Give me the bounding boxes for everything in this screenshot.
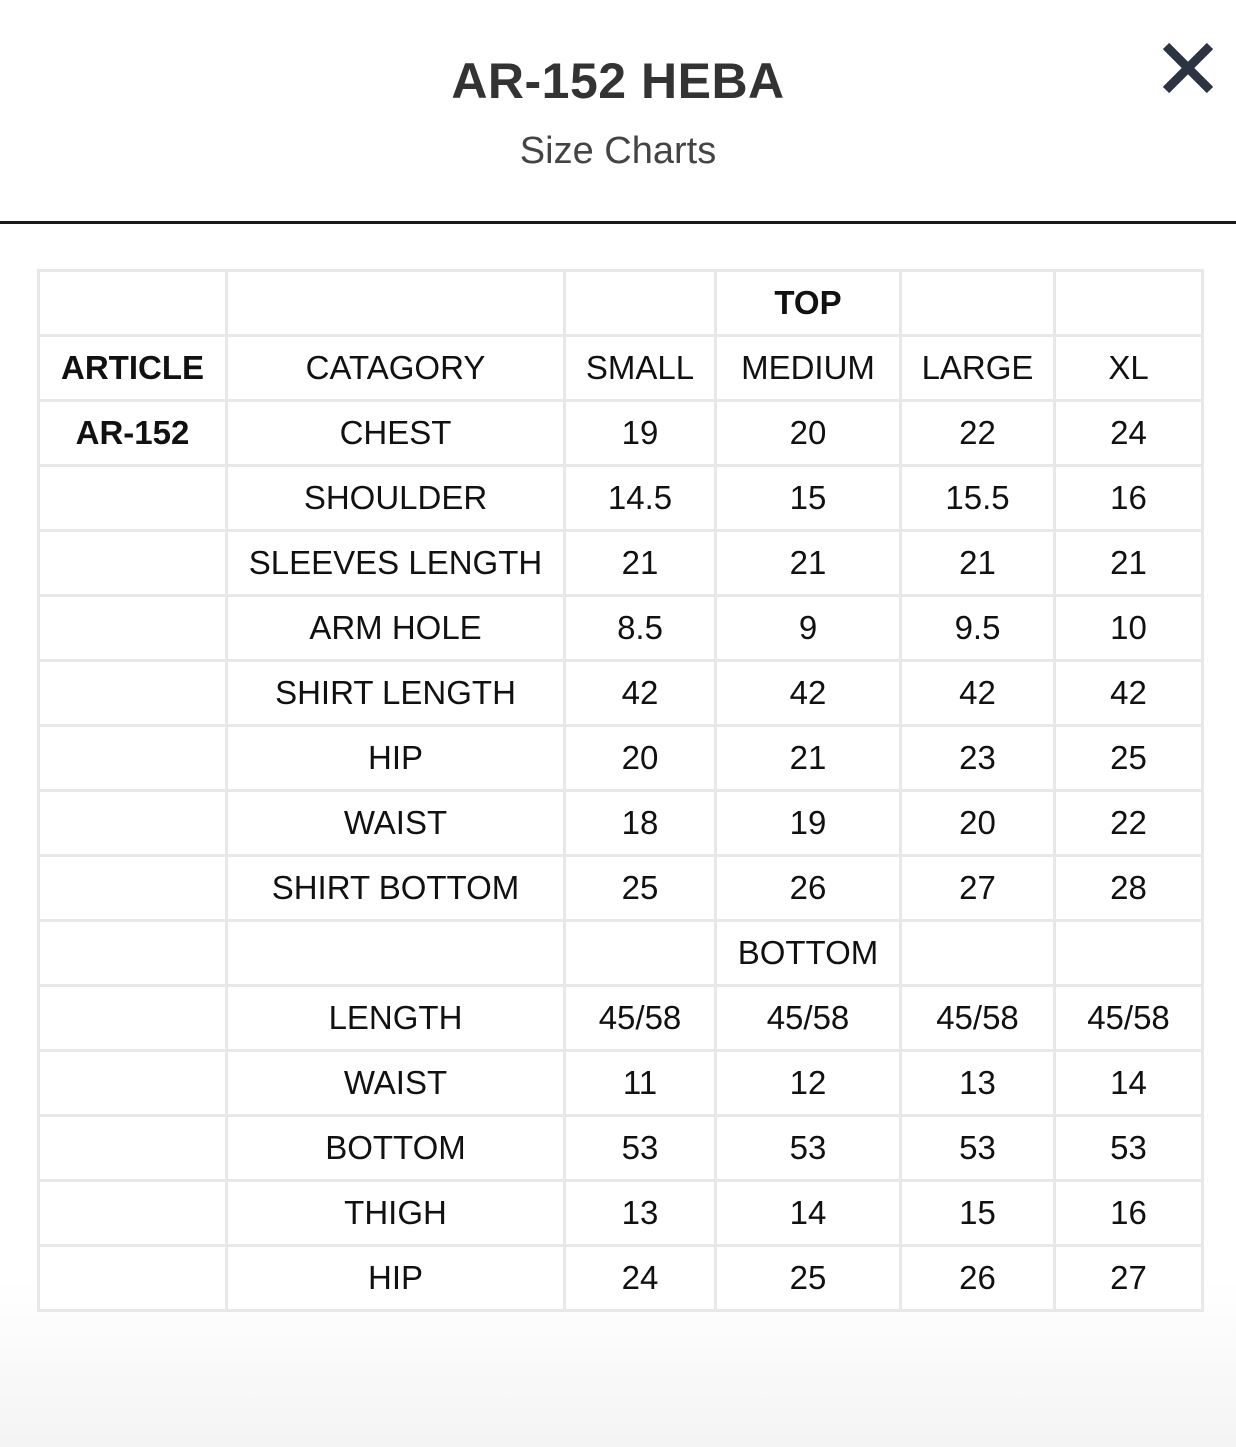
size-value-cell: 53 [565, 1116, 716, 1181]
size-value-cell [901, 921, 1055, 986]
category-cell: LENGTH [227, 986, 565, 1051]
table-row [39, 986, 1203, 1051]
size-value-cell: 20 [901, 791, 1055, 856]
category-cell: SHIRT LENGTH [227, 661, 565, 726]
size-value-cell: 26 [716, 856, 901, 921]
article-cell [39, 466, 227, 531]
size-value-cell: 19 [716, 791, 901, 856]
size-value-cell: 45/58 [716, 986, 901, 1051]
table-row [39, 1116, 1203, 1181]
size-value-cell [565, 921, 716, 986]
size-value-cell: 19 [565, 401, 716, 466]
size-value-cell: 13 [901, 1051, 1055, 1116]
size-value-cell: 10 [1055, 596, 1203, 661]
article-cell: AR-152 [39, 401, 227, 466]
close-button[interactable] [1158, 38, 1218, 98]
article-cell [39, 1116, 227, 1181]
size-value-cell: 42 [565, 661, 716, 726]
size-value-cell [1055, 921, 1203, 986]
size-value-cell: 14 [716, 1181, 901, 1246]
header-divider [0, 221, 1236, 224]
size-value-cell: 9 [716, 596, 901, 661]
size-value-cell: 21 [716, 726, 901, 791]
size-value-cell: 20 [716, 401, 901, 466]
table-row [39, 466, 1203, 531]
size-chart-body [39, 271, 1203, 1311]
article-cell [39, 856, 227, 921]
size-value-cell: 26 [901, 1246, 1055, 1311]
table-header-row [39, 336, 1203, 401]
size-value-cell: 45/58 [1055, 986, 1203, 1051]
size-value-cell: 53 [901, 1116, 1055, 1181]
modal-header [0, 0, 1236, 222]
size-value-cell: 45/58 [565, 986, 716, 1051]
table-row [39, 1246, 1203, 1311]
size-value-cell [901, 271, 1055, 336]
category-cell [227, 921, 565, 986]
article-cell [39, 791, 227, 856]
category-cell: BOTTOM [227, 1116, 565, 1181]
size-value-cell: 16 [1055, 466, 1203, 531]
size-value-cell: 9.5 [901, 596, 1055, 661]
category-cell: SHIRT BOTTOM [227, 856, 565, 921]
size-value-cell: 53 [716, 1116, 901, 1181]
size-value-cell: 21 [565, 531, 716, 596]
size-value-cell: 21 [716, 531, 901, 596]
article-cell [39, 1181, 227, 1246]
column-header-cell: CATAGORY [227, 336, 565, 401]
size-value-cell: 25 [565, 856, 716, 921]
size-value-cell: 25 [716, 1246, 901, 1311]
size-value-cell: 15.5 [901, 466, 1055, 531]
size-value-cell: 22 [1055, 791, 1203, 856]
table-row [39, 661, 1203, 726]
size-value-cell: 13 [565, 1181, 716, 1246]
size-value-cell: 22 [901, 401, 1055, 466]
size-value-cell [1055, 271, 1203, 336]
table-row [39, 726, 1203, 791]
size-value-cell: 24 [1055, 401, 1203, 466]
article-cell [39, 921, 227, 986]
category-cell: THIGH [227, 1181, 565, 1246]
size-value-cell: 45/58 [901, 986, 1055, 1051]
category-cell: ARM HOLE [227, 596, 565, 661]
category-cell [227, 271, 565, 336]
size-value-cell: 23 [901, 726, 1055, 791]
table-row [39, 791, 1203, 856]
size-value-cell: 53 [1055, 1116, 1203, 1181]
table-row [39, 531, 1203, 596]
category-cell: SHOULDER [227, 466, 565, 531]
size-value-cell: 11 [565, 1051, 716, 1116]
size-value-cell: 18 [565, 791, 716, 856]
column-header-cell: MEDIUM [716, 336, 901, 401]
article-cell [39, 1246, 227, 1311]
size-chart-table [37, 269, 1204, 1312]
size-value-cell: 42 [716, 661, 901, 726]
size-value-cell: 27 [901, 856, 1055, 921]
modal-title: AR-152 HEBA [451, 53, 785, 109]
article-cell [39, 661, 227, 726]
size-value-cell: 14 [1055, 1051, 1203, 1116]
size-value-cell: 21 [901, 531, 1055, 596]
size-value-cell: 12 [716, 1051, 901, 1116]
column-header-cell: ARTICLE [39, 336, 227, 401]
section-label: BOTTOM [716, 921, 901, 986]
table-row [39, 856, 1203, 921]
section-header-row [39, 921, 1203, 986]
modal-subtitle: Size Charts [519, 130, 717, 172]
article-cell [39, 726, 227, 791]
size-value-cell: 25 [1055, 726, 1203, 791]
category-cell: WAIST [227, 791, 565, 856]
section-label: TOP [716, 271, 901, 336]
table-row [39, 1181, 1203, 1246]
article-cell [39, 271, 227, 336]
column-header-cell: SMALL [565, 336, 716, 401]
category-cell: WAIST [227, 1051, 565, 1116]
size-value-cell: 27 [1055, 1246, 1203, 1311]
size-value-cell: 15 [716, 466, 901, 531]
size-value-cell: 28 [1055, 856, 1203, 921]
table-row [39, 596, 1203, 661]
size-value-cell: 24 [565, 1246, 716, 1311]
size-value-cell: 21 [1055, 531, 1203, 596]
close-icon[interactable] [1158, 38, 1218, 98]
category-cell: SLEEVES LENGTH [227, 531, 565, 596]
size-value-cell [565, 271, 716, 336]
size-value-cell: 15 [901, 1181, 1055, 1246]
article-cell [39, 596, 227, 661]
article-cell [39, 1051, 227, 1116]
section-header-row [39, 271, 1203, 336]
column-header-cell: XL [1055, 336, 1203, 401]
size-value-cell: 8.5 [565, 596, 716, 661]
article-cell [39, 986, 227, 1051]
article-cell [39, 531, 227, 596]
column-header-cell: LARGE [901, 336, 1055, 401]
category-cell: CHEST [227, 401, 565, 466]
size-value-cell: 20 [565, 726, 716, 791]
size-value-cell: 42 [901, 661, 1055, 726]
size-value-cell: 16 [1055, 1181, 1203, 1246]
category-cell: HIP [227, 726, 565, 791]
table-row [39, 401, 1203, 466]
table-row [39, 1051, 1203, 1116]
category-cell: HIP [227, 1246, 565, 1311]
size-value-cell: 14.5 [565, 466, 716, 531]
size-value-cell: 42 [1055, 661, 1203, 726]
